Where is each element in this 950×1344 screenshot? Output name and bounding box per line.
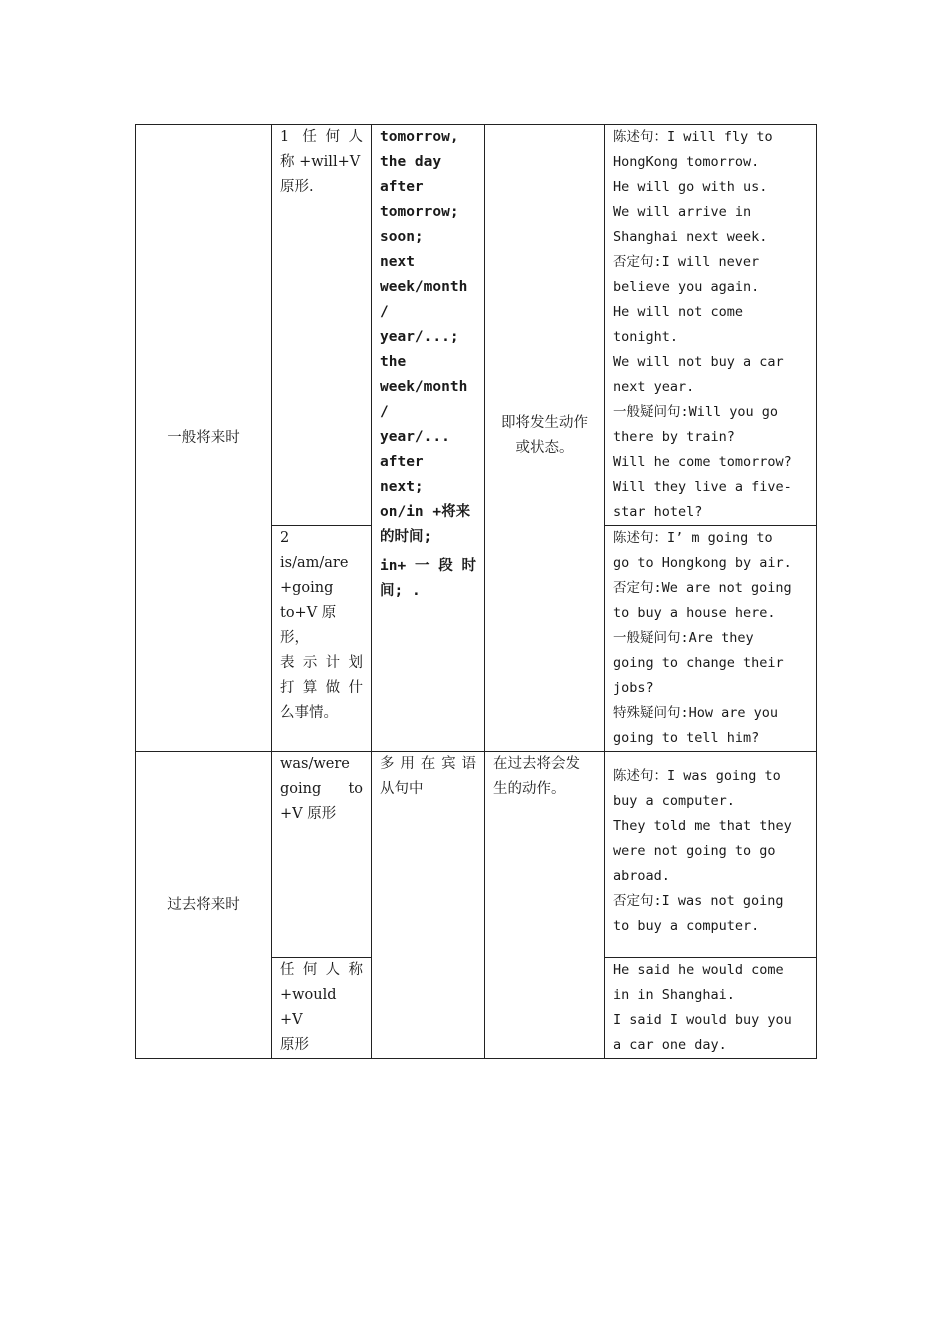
future-usage: 即将发生动作 或状态。 — [485, 125, 605, 752]
tense-table — [135, 124, 817, 1059]
tense-simple-future: 一般将来时 — [136, 125, 272, 752]
table-row — [136, 125, 817, 526]
form-going-to: 2 is/am/are +going to+V 原形， 表示计划 打算做什 么事情。 — [272, 526, 372, 752]
form-would: 任何人称 +would +V 原形 — [272, 958, 372, 1059]
past-future-adverbials: 多用在宾语 从句中 — [372, 752, 485, 1059]
table-row — [136, 752, 817, 958]
past-future-usage: 在过去将会发 生的动作。 — [485, 752, 605, 1059]
examples-would: He said he would come in in Shanghai. I said I would buy you a car one day. — [605, 958, 817, 1059]
form-was-going-to: was/were going to +V 原形 — [272, 752, 372, 958]
tense-past-future: 过去将来时 — [136, 752, 272, 1059]
examples-will: 陈述句：I will fly to HongKong tomorrow. He will go with us. We will arrive in Shanghai next week. 否定句:I will never believe you again. He will not come tonight. We will not buy a car next year. 一般疑问句:Will you go there by train? Will he come tomorrow? Will they live a five- star hotel? — [605, 125, 817, 526]
examples-going-to: 陈述句：I’ m going to go to Hongkong by air. 否定句:We are not going to buy a house here. 一般疑问句:Are they going to change their jobs? 特殊疑问句:How are you going to tell him? — [605, 526, 817, 752]
examples-was-going-to: 陈述句：I was going to buy a computer. They told me that they were not going to go abroad. 否定句:I was not going to buy a computer. — [605, 752, 817, 958]
form-will: 1 任何人 称 +will+V 原形. — [272, 125, 372, 526]
future-adverbials: tomorrow, the day after tomorrow; soon; next week/month/ year/...; the week/month/ year/... after next; on/in +将来 的时间; in+ 一 段 时 间; . — [372, 125, 485, 752]
